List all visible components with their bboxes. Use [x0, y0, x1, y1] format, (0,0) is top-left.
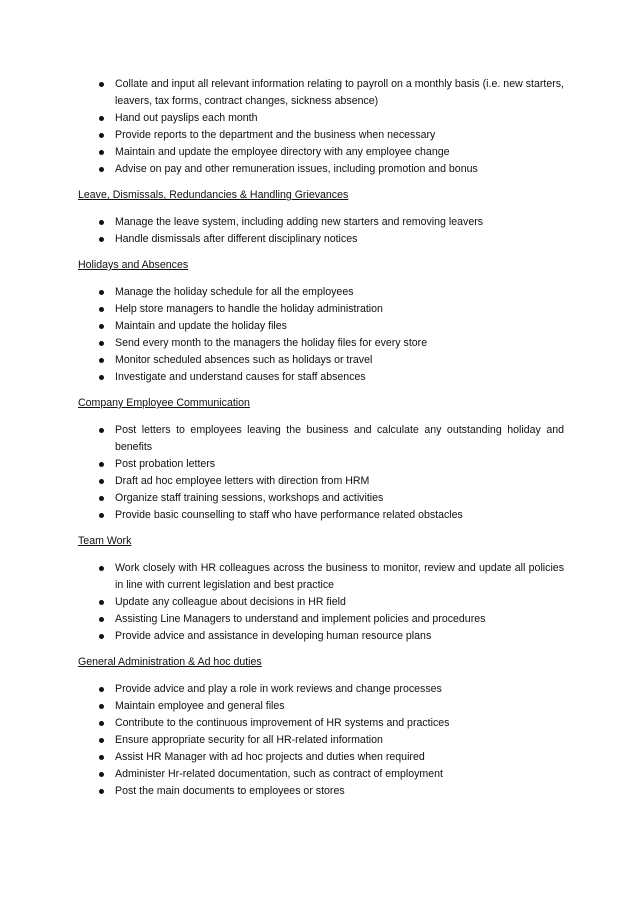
- list-item: Monitor scheduled absences such as holidays or travel: [78, 352, 564, 369]
- list-item: Collate and input all relevant information relating to payroll on a monthly basis (i.e. new starters, leavers, tax forms, contract changes, sickness absence): [78, 76, 564, 110]
- list-item: Provide advice and assistance in developing human resource plans: [78, 628, 564, 645]
- list-item: Post the main documents to employees or stores: [78, 783, 564, 800]
- list-item: Provide advice and play a role in work reviews and change processes: [78, 681, 564, 698]
- list-item: Update any colleague about decisions in HR field: [78, 594, 564, 611]
- list-item: Investigate and understand causes for staff absences: [78, 369, 564, 386]
- list-item: Post probation letters: [78, 456, 564, 473]
- list-item: Maintain employee and general files: [78, 698, 564, 715]
- list-item: Send every month to the managers the holiday files for every store: [78, 335, 564, 352]
- section-heading-teamwork: Team Work: [78, 535, 132, 547]
- section-heading-leave: Leave, Dismissals, Redundancies & Handling Grievances: [78, 189, 349, 201]
- list-item: Handle dismissals after different disciplinary notices: [78, 231, 564, 248]
- general-admin-list: [78, 681, 564, 800]
- list-item: Maintain and update the employee directory with any employee change: [78, 144, 564, 161]
- section-heading-general-admin: General Administration & Ad hoc duties: [78, 656, 262, 668]
- holidays-list: [78, 284, 564, 386]
- list-item: Work closely with HR colleagues across the business to monitor, review and update all policies in line with current legislation and best practice: [78, 560, 564, 594]
- list-item: Organize staff training sessions, workshops and activities: [78, 490, 564, 507]
- list-item: Administer Hr-related documentation, such as contract of employment: [78, 766, 564, 783]
- list-item: Draft ad hoc employee letters with direction from HRM: [78, 473, 564, 490]
- list-item: Manage the holiday schedule for all the employees: [78, 284, 564, 301]
- list-item: Provide basic counselling to staff who have performance related obstacles: [78, 507, 564, 524]
- teamwork-list: [78, 560, 564, 645]
- list-item: Help store managers to handle the holiday administration: [78, 301, 564, 318]
- list-item: Maintain and update the holiday files: [78, 318, 564, 335]
- list-item: Advise on pay and other remuneration issues, including promotion and bonus: [78, 161, 564, 178]
- document-content: [78, 76, 564, 800]
- list-item: Ensure appropriate security for all HR-related information: [78, 732, 564, 749]
- list-item: Contribute to the continuous improvement of HR systems and practices: [78, 715, 564, 732]
- list-item: Assisting Line Managers to understand and implement policies and procedures: [78, 611, 564, 628]
- communication-list: [78, 422, 564, 524]
- section-heading-holidays: Holidays and Absences: [78, 259, 189, 271]
- list-item: Assist HR Manager with ad hoc projects and duties when required: [78, 749, 564, 766]
- list-item: Provide reports to the department and the business when necessary: [78, 127, 564, 144]
- section-heading-communication: Company Employee Communication: [78, 397, 250, 409]
- list-item: Manage the leave system, including adding new starters and removing leavers: [78, 214, 564, 231]
- list-item: Hand out payslips each month: [78, 110, 564, 127]
- payroll-list: [78, 76, 564, 178]
- leave-list: [78, 214, 564, 248]
- list-item: Post letters to employees leaving the business and calculate any outstanding holiday and benefits: [78, 422, 564, 456]
